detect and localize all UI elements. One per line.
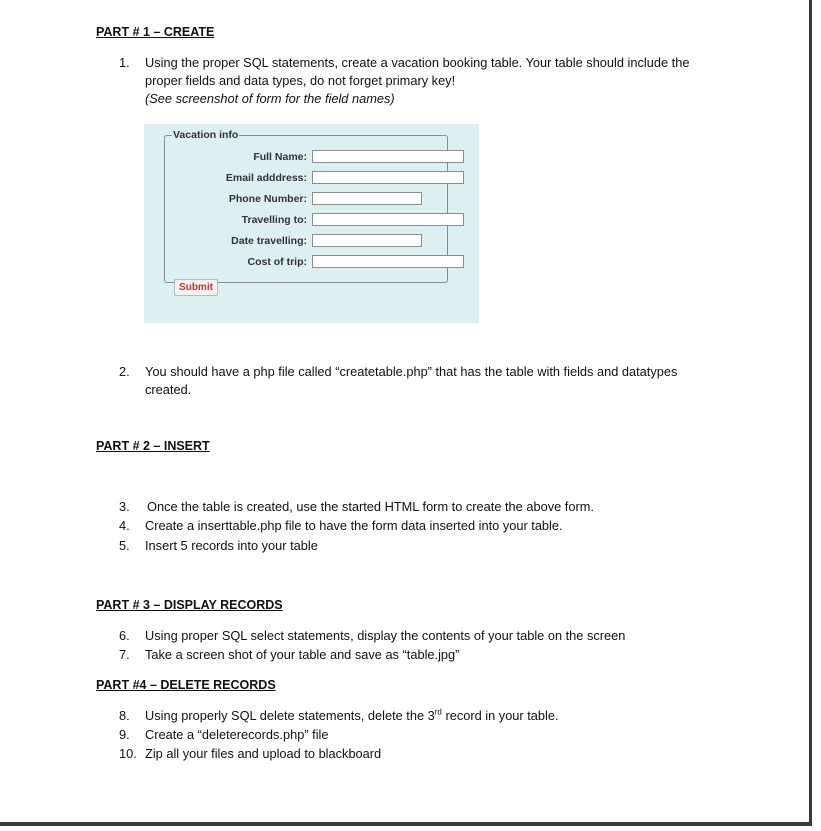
submit-button[interactable]: Submit	[174, 279, 218, 296]
cost-label: Cost of trip:	[247, 256, 307, 268]
item-number: 4.	[119, 518, 130, 533]
item-text-line: Using the proper SQL statements, create a vacation booking table. Your table should include the	[145, 55, 690, 70]
item-text-line: created.	[145, 382, 192, 397]
fieldset-legend: Vacation info	[173, 129, 239, 141]
phone-input[interactable]	[312, 192, 422, 205]
item-number: 6.	[119, 628, 130, 643]
item-text: Create a inserttable.php file to have the form data inserted into your table.	[145, 518, 563, 533]
item-text-line: proper fields and data types, do not forget primary key!	[145, 73, 456, 88]
email-input[interactable]	[312, 171, 464, 184]
vacation-info-fieldset	[164, 129, 448, 283]
travelling-to-label: Travelling to:	[241, 214, 307, 226]
item-text-post: record in your table.	[441, 708, 559, 723]
travelling-to-input[interactable]	[312, 213, 464, 226]
item-number: 9.	[119, 727, 130, 742]
item-number: 2.	[119, 364, 130, 379]
item-note: (See screenshot of form for the field names)	[145, 91, 395, 106]
item-text: Using proper SQL select statements, display the contents of your table on the screen	[145, 628, 626, 643]
form-screenshot	[144, 124, 479, 323]
form-row-cost	[165, 255, 465, 271]
form-row-travelling-to	[165, 213, 465, 229]
item-text: Zip all your files and upload to blackboard	[145, 746, 382, 761]
item-number: 3.	[119, 499, 130, 514]
full-name-input[interactable]	[312, 150, 464, 163]
part2-heading: PART # 2 – INSERT	[96, 439, 210, 453]
item-text: Create a “deleterecords.php” file	[145, 727, 329, 742]
item-number: 10.	[119, 746, 137, 761]
cost-input[interactable]	[312, 255, 464, 268]
ordinal-suffix: rd	[434, 707, 442, 717]
item-text: Take a screen shot of your table and save as “table.jpg”	[145, 647, 460, 662]
item-number: 1.	[119, 55, 130, 70]
part1-heading: PART # 1 – CREATE	[96, 25, 215, 39]
item-text: Once the table is created, use the started HTML form to create the above form.	[147, 499, 594, 514]
item-text: Insert 5 records into your table	[145, 538, 318, 553]
full-name-label: Full Name:	[253, 151, 307, 163]
form-row-phone	[165, 192, 465, 208]
email-label: Email adddress:	[225, 172, 307, 184]
date-travelling-label: Date travelling:	[231, 235, 307, 247]
item-number: 8.	[119, 708, 130, 723]
item-text-line: You should have a php file called “createtable.php” that has the table with fields and datatypes	[145, 364, 678, 379]
part3-heading: PART # 3 – DISPLAY RECORDS	[96, 598, 283, 612]
item-number: 5.	[119, 538, 130, 553]
date-travelling-input[interactable]	[312, 234, 422, 247]
phone-label: Phone Number:	[228, 193, 307, 205]
form-row-full-name	[165, 150, 465, 166]
item-number: 7.	[119, 647, 130, 662]
item-text	[145, 707, 745, 725]
item-text-pre: Using properly SQL delete statements, delete the 3	[145, 708, 435, 723]
form-row-date	[165, 234, 465, 250]
part4-heading: PART #4 – DELETE RECORDS	[96, 678, 276, 692]
form-row-email	[165, 171, 465, 187]
